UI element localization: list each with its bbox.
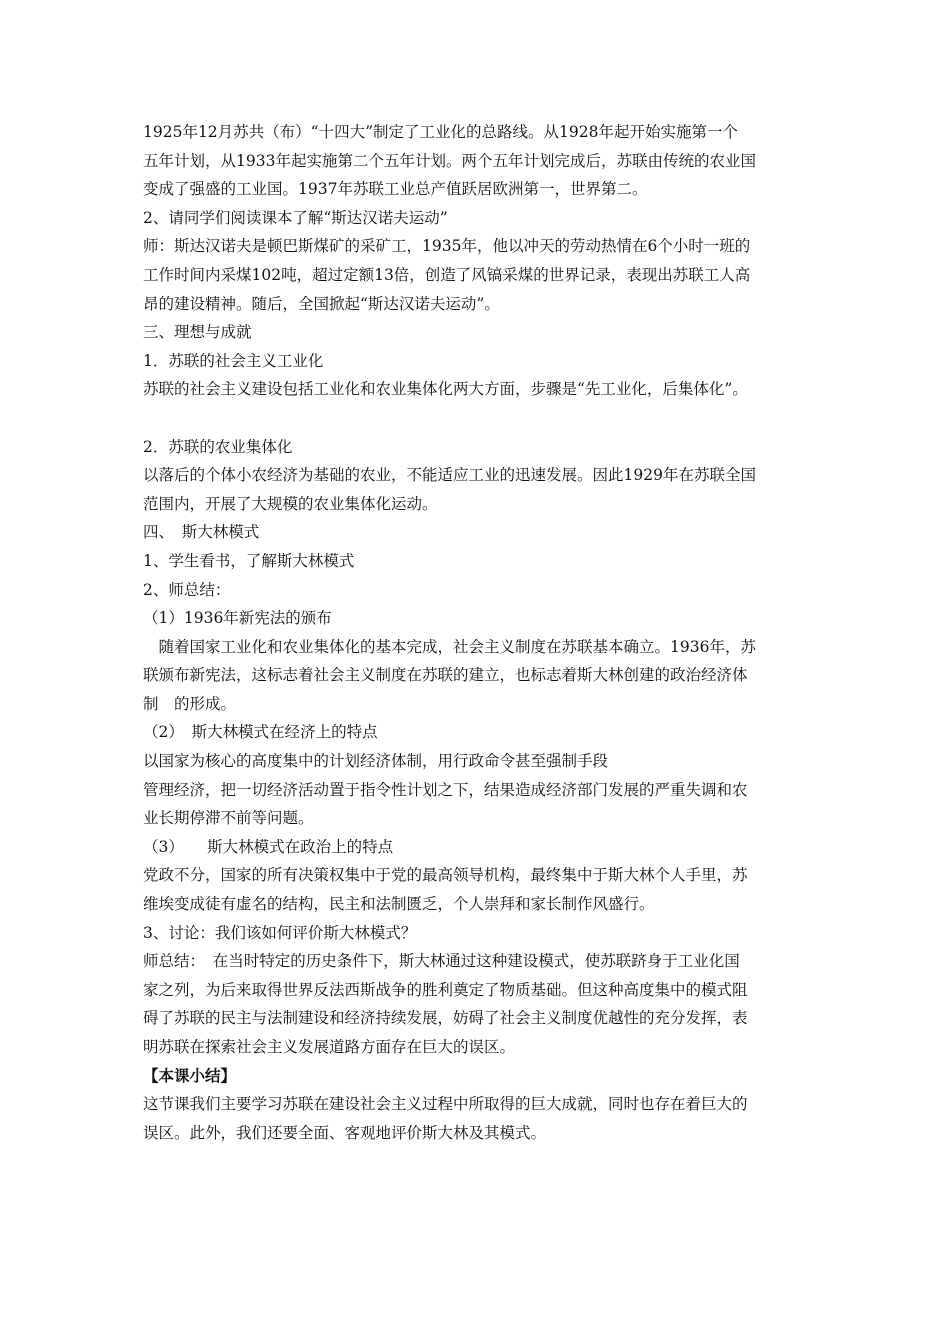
text-line: 2、师总结： [143,580,231,599]
summary-heading: 【本课小结】 [143,1065,237,1085]
section-heading: 三、理想与成就 [143,323,252,342]
text-line: 以落后的个体小农经济为基础的农业，不能适应工业的迅速发展。因此1929年在苏联全国 [143,466,756,485]
subsection-heading: 2．苏联的农业集体化 [143,437,293,456]
text-line: 误区。此外，我们还要全面、客观地评价斯大林及其模式。 [143,1123,547,1142]
text-line: 师总结： 在当时特定的历史条件下，斯大林通过这种建设模式，使苏联跻身于工业化国 [143,952,740,971]
text-line: 随着国家工业化和农业集体化的基本完成，社会主义制度在苏联基本确立。1936年，苏 [143,637,756,656]
subsection-heading: 1．苏联的社会主义工业化 [143,351,324,370]
text-line: 制 的形成。 [143,694,237,713]
text-line: 工作时间内采煤102吨，超过定额13倍，创造了风镐采煤的世界记录，表现出苏联工人高 [143,265,751,284]
subsection-heading: （2） 斯大林模式在经济上的特点 [143,723,378,742]
document-body [143,118,815,1147]
text-line: 师：斯达汉诺夫是顿巴斯煤矿的采矿工，1935年，他以冲天的劳动热情在6个小时一班的 [143,237,751,256]
blank-line [143,404,815,433]
subsection-heading: （3） 斯大林模式在政治上的特点 [143,837,394,856]
text-line: 1、学生看书，了解斯大林模式 [143,551,355,570]
text-line: 昂的建设精神。随后，全国掀起“斯达汉诺夫运动”。 [143,294,500,313]
text-line: 维埃变成徒有虚名的结构，民主和法制匮乏，个人崇拜和家长制作风盛行。 [143,895,655,914]
section-heading: 四、 斯大林模式 [143,523,260,542]
text-line: 3、讨论：我们该如何评价斯大林模式？ [143,923,417,942]
text-line: 党政不分，国家的所有决策权集中于党的最高领导机构，最终集中于斯大林个人手里，苏 [143,866,748,885]
text-line: 碍了苏联的民主与法制建设和经济持续发展，妨碍了社会主义制度优越性的充分发挥，表 [143,1009,748,1028]
text-line: 1925年12月苏共（布）“十四大”制定了工业化的总路线。从1928年起开始实施第一个 [143,123,738,141]
text-line: 业长期停滞不前等问题。 [143,809,314,828]
text-line: 这节课我们主要学习苏联在建设社会主义过程中所取得的巨大成就，同时也存在着巨大的 [143,1095,748,1114]
text-line: 管理经济，把一切经济活动置于指令性计划之下，结果造成经济部门发展的严重失调和农 [143,780,748,799]
text-line: 2、请同学们阅读课本了解“斯达汉诺夫运动” [143,208,448,227]
text-line: 五年计划，从1933年起实施第二个五年计划。两个五年计划完成后，苏联由传统的农业国 [143,151,756,170]
text-line: 家之列，为后来取得世界反法西斯战争的胜利奠定了物质基础。但这种高度集中的模式阻 [143,980,748,999]
text-line: 苏联的社会主义建设包括工业化和农业集体化两大方面，步骤是“先工业化，后集体化”。 [143,380,748,399]
text-line: 以国家为核心的高度集中的计划经济体制，用行政命令甚至强制手段 [143,752,609,771]
text-line: 联颁布新宪法，这标志着社会主义制度在苏联的建立，也标志着斯大林创建的政治经济体 [143,666,748,685]
text-line: 范围内，开展了大规模的农业集体化运动。 [143,494,438,513]
text-line: 变成了强盛的工业国。1937年苏联工业总产值跃居欧洲第一，世界第二。 [143,180,648,199]
text-line: 明苏联在探索社会主义发展道路方面存在巨大的误区。 [143,1038,516,1056]
subsection-heading: （1）1936年新宪法的颁布 [143,609,332,628]
